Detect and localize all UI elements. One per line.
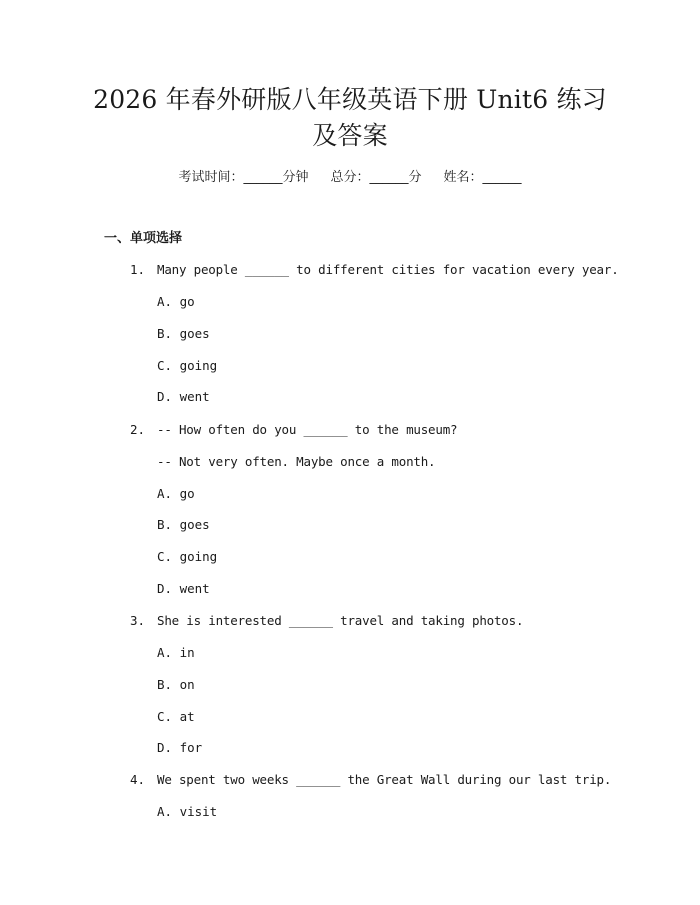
option-d: D. went (157, 389, 210, 404)
option-c: C. going (157, 549, 218, 564)
question-text: She is interested ______ travel and taking photos. (157, 613, 524, 628)
option-a: A. go (157, 486, 195, 501)
exam-meta-row (0, 168, 700, 188)
page-title-line-1: 2026 年春外研版八年级英语下册 Unit6 练习 (93, 85, 607, 114)
exam-time-field: 考试时间：______分钟 (178, 170, 309, 185)
option-c: C. at (157, 709, 195, 724)
option-c: C. going (157, 358, 218, 373)
question-text-reply: -- Not very often. Maybe once a month. (157, 454, 436, 469)
question-number: 2. (130, 422, 146, 437)
option-b: B. goes (157, 326, 210, 341)
question-number: 3. (130, 613, 146, 628)
question-text: -- How often do you ______ to the museum? (157, 422, 458, 437)
option-b: B. on (157, 677, 195, 692)
page-title-line-2: 及答案 (312, 121, 388, 150)
question-number: 4. (130, 772, 146, 787)
option-b: B. goes (157, 517, 210, 532)
option-d: D. for (157, 740, 203, 755)
option-a: A. go (157, 294, 195, 309)
question-text: Many people ______ to different cities for vacation every year. (157, 262, 619, 277)
option-d: D. went (157, 581, 210, 596)
total-score-field: 总分：______分 (330, 170, 422, 185)
question-number: 1. (130, 262, 146, 277)
option-a: A. in (157, 645, 195, 660)
section-title: 一、单项选择 (104, 231, 183, 246)
option-a: A. visit (157, 804, 218, 819)
student-name-field: 姓名：______ (443, 170, 522, 185)
question-text: We spent two weeks ______ the Great Wall during our last trip. (157, 772, 612, 787)
